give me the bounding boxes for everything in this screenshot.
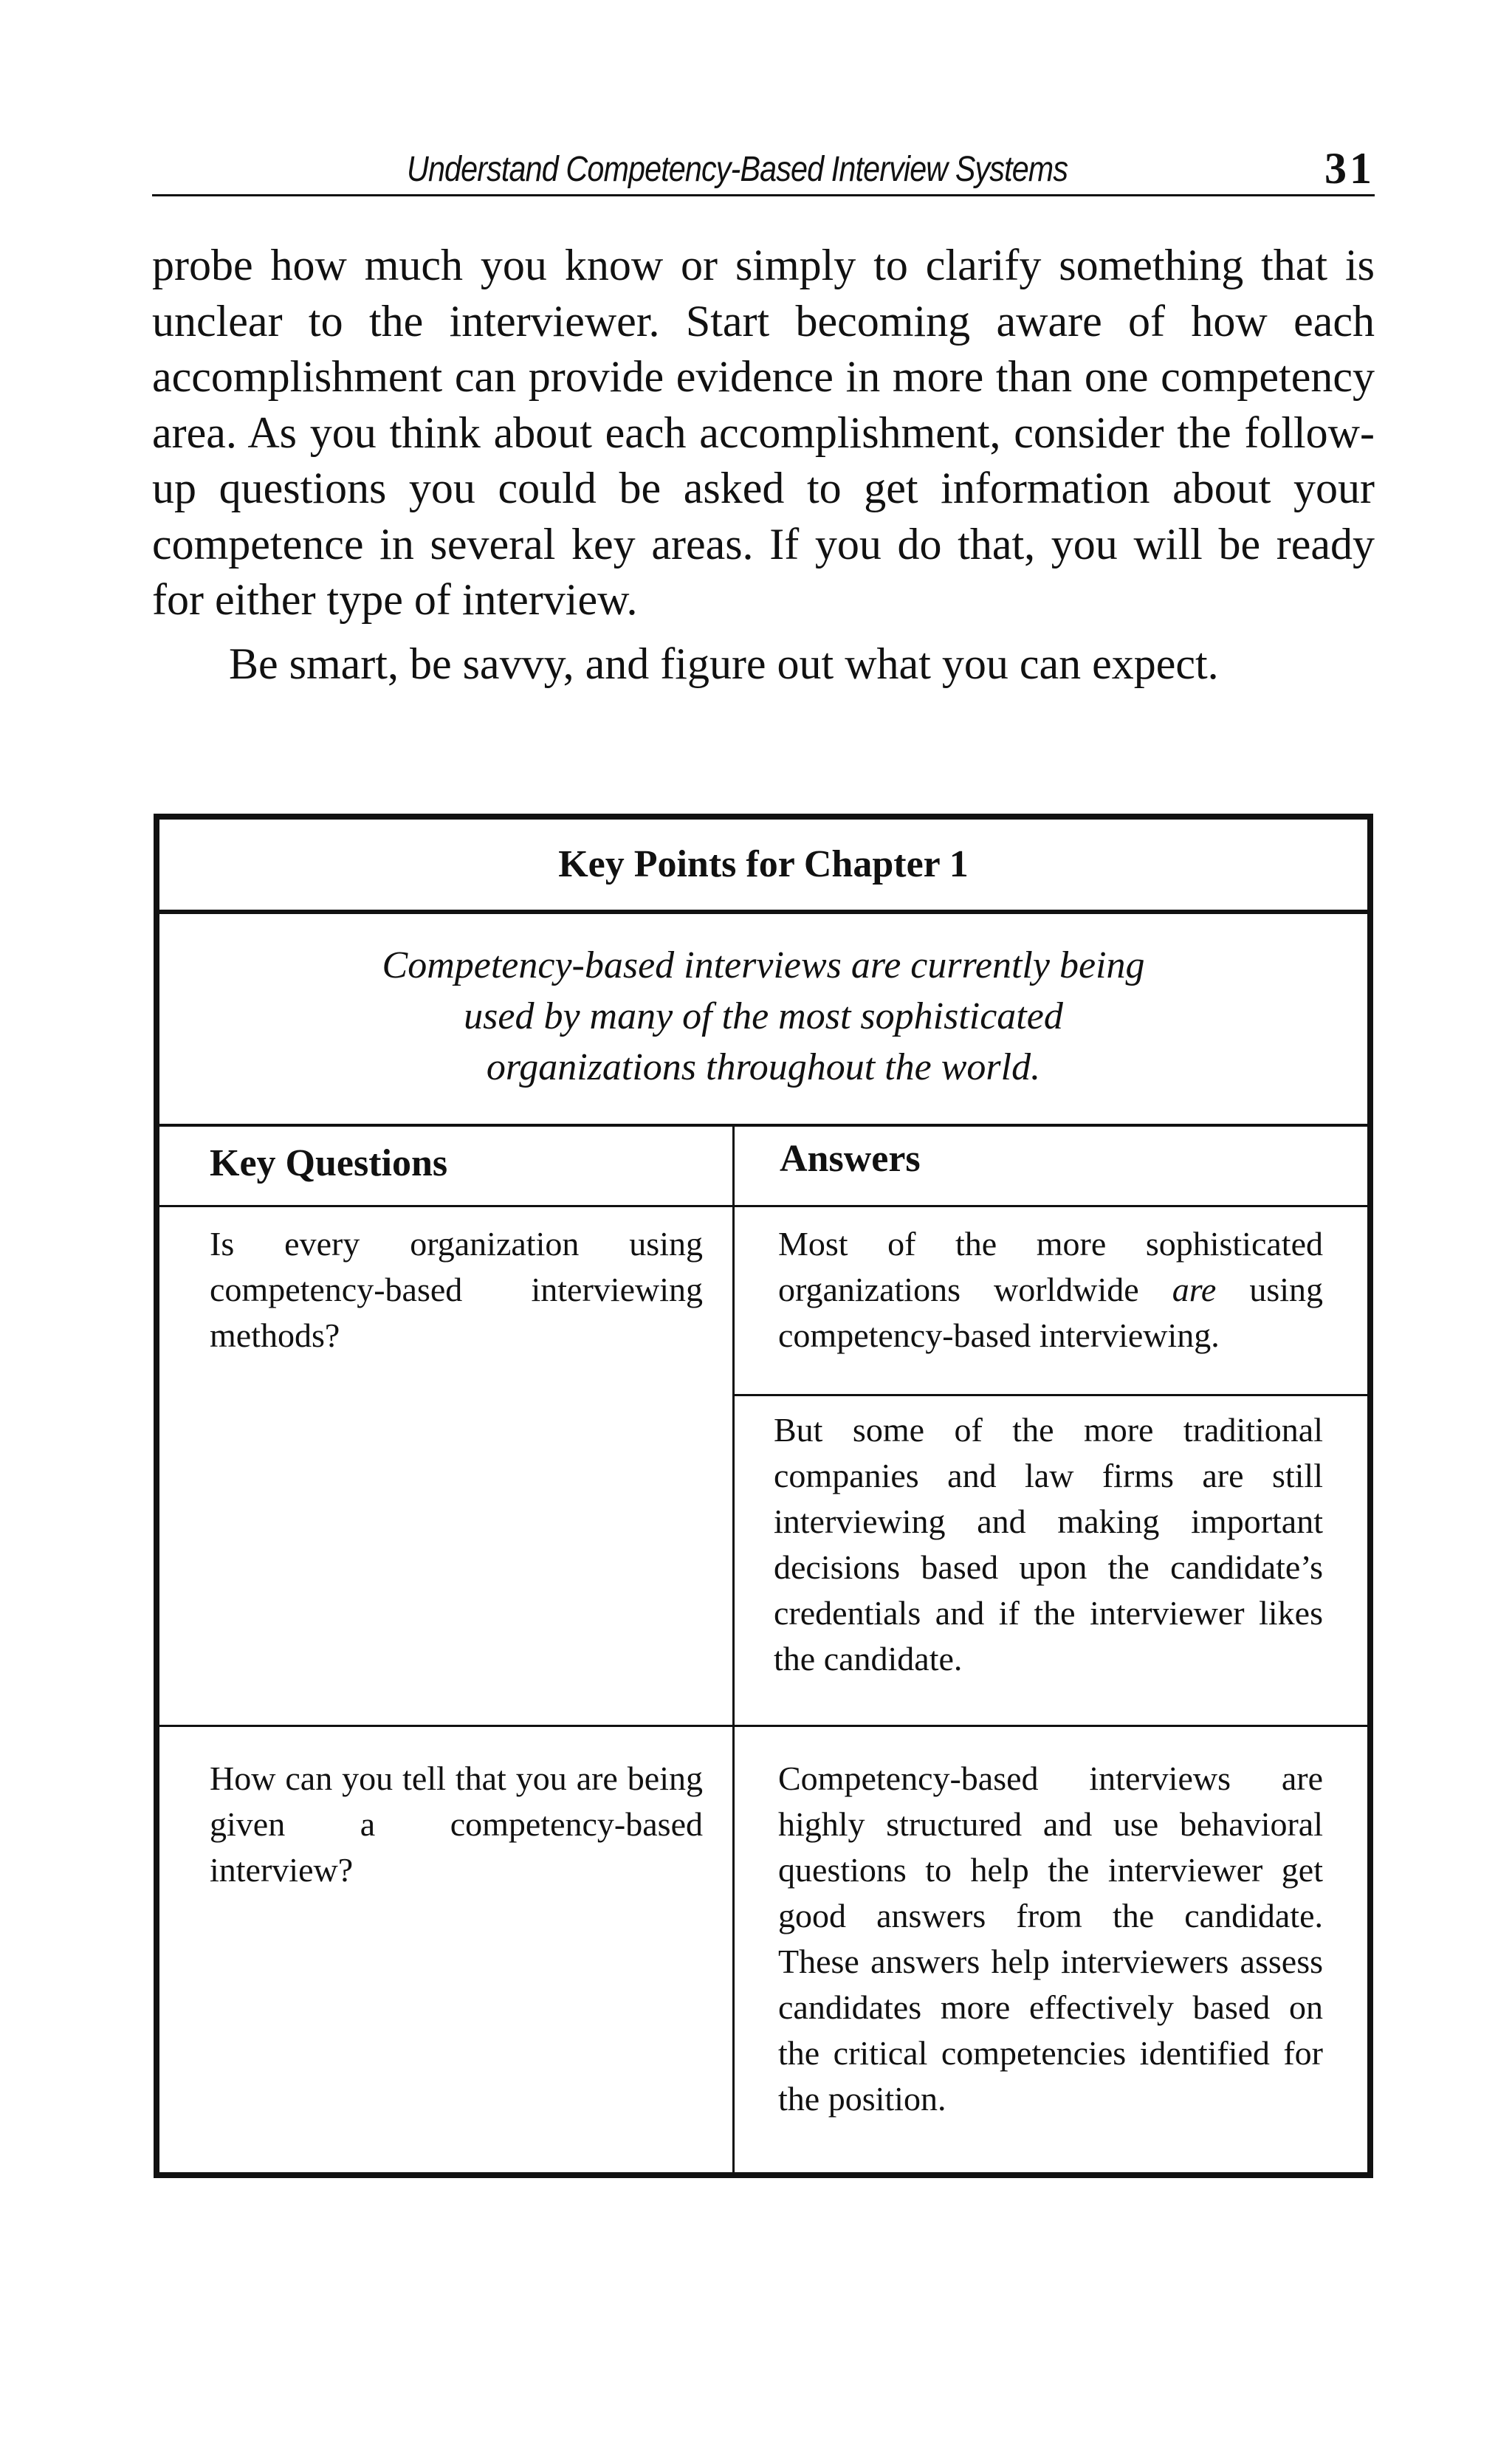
running-title: Understand Competency-Based Interview Systems [407,150,1068,189]
column-header-questions: Key Questions [210,1142,448,1184]
question-cell [210,1756,703,1893]
answer-divider [732,1394,1373,1396]
answer-cell [778,1756,1323,2122]
paragraph: Be smart, be savvy, and figure out what you can expect. [229,639,1219,688]
question-text: Is every organization using competency-based interviewing methods? [210,1225,703,1354]
answer-text: Most of the more sophisticated organizations worldwide are using competency-based interviewing. [778,1225,1323,1354]
paragraph: probe how much you know or simply to clarify something that is unclear to the interviewer. Start becoming aware of how each accomplishment can provide evidence in more than one competency area. As you think about each accomplishment, consider the follow-up questions you could be asked to get information about your competence in several key areas. If you do that, you will be ready for either type of interview. [152,241,1375,624]
summary-text: Competency-based interviews are currently being used by many of the most sophisticated organizations throughout the world. [382,944,1145,1088]
key-points-box [154,814,1373,2178]
running-header [152,145,1375,196]
answer-text: But some of the more traditional companies and law firms are still interviewing and making important decisions based upon the candidate’s credentials and if the interviewer likes the candidate. [774,1411,1323,1678]
key-points-title: Key Points for Chapter 1 [159,820,1367,914]
page-number: 31 [1324,144,1375,193]
answer-cell [774,1407,1323,1682]
key-points-summary [159,914,1367,1127]
question-text: How can you tell that you are being given a competency-based interview? [210,1759,703,1889]
answer-cell [778,1221,1323,1359]
header-row-divider [159,1205,1367,1207]
question-cell [210,1221,703,1359]
body-text [152,238,1375,692]
column-header-answers: Answers [780,1138,921,1180]
row-divider [159,1725,1367,1727]
answer-text: Competency-based interviews are highly structured and use behavioral questions to help the interviewer get good answers from the candidate. These answers help interviewers assess candidates more effectively based on the critical competencies identified for the position. [778,1759,1323,2118]
column-divider [732,1127,735,2178]
